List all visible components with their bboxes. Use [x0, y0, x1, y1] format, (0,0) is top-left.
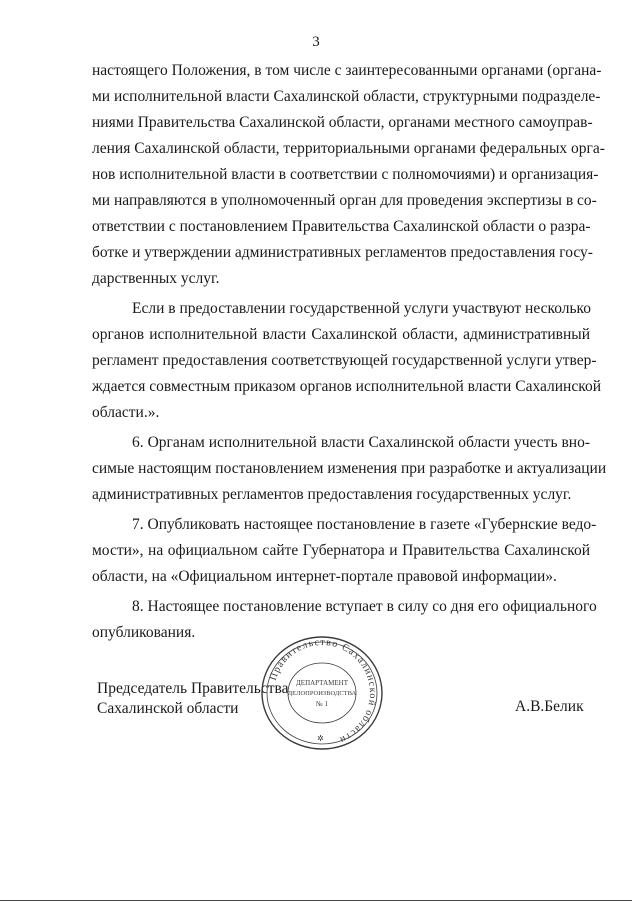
text-line: опубликования.	[92, 624, 196, 641]
text-line: регламент предоставления соответствующей государственной услуги утвер-	[92, 352, 597, 369]
text-line: ждается совместным приказом органов исполнительной власти Сахалинской	[92, 378, 602, 395]
text-line: симые настоящим постановлением изменения при разработке и актуализации	[92, 460, 607, 477]
text-line: области.».	[92, 404, 160, 421]
signer-title-line: Сахалинской области	[97, 700, 239, 717]
seal-center-text: ДЕЛОПРОИЗВОДСТВА	[287, 690, 357, 697]
paragraph-start-line: 8. Настоящее постановление вступает в силу со дня его официального	[132, 598, 597, 615]
page-number: 3	[312, 34, 320, 50]
document-body	[92, 58, 607, 646]
text-line: нов исполнительной власти в соответствии с полномочиями) и организация-	[92, 166, 599, 183]
seal-ring-text: Правительство Сахалинской области	[267, 636, 379, 746]
paragraph-start-line: 7. Опубликовать настоящее постановление в газете «Губернские ведо-	[132, 516, 597, 533]
text-line: ми направляются в уполномоченный орган для проведения экспертизы в со-	[92, 192, 597, 209]
seal-center-text: № 1	[316, 700, 328, 708]
signer-title-line: Председатель Правительства	[97, 680, 289, 697]
text-line: настоящего Положения, в том числе с заинтересованными органами (органа-	[92, 62, 602, 79]
text-line: ления Сахалинской области, территориальными органами федеральных орга-	[92, 140, 605, 157]
text-line: области, на «Официальном интернет-портале правовой информации».	[92, 568, 557, 585]
paragraph-start-line: 6. Органам исполнительной власти Сахалинской области учесть вно-	[132, 434, 590, 451]
text-line: ответствии с постановлением Правительства Сахалинской области о разра-	[92, 218, 591, 235]
text-line: ми исполнительной власти Сахалинской области, структурными подразделе-	[92, 88, 601, 105]
text-line: мости», на официальном сайте Губернатора и Правительства Сахалинской	[92, 542, 590, 559]
seal-center-text: ДЕПАРТАМЕНТ	[296, 679, 348, 687]
signer-name: А.В.Белик	[515, 698, 584, 715]
text-line: органов исполнительной власти Сахалинской области, административный	[92, 326, 590, 343]
paragraph-start-line: Если в предоставлении государственной услуги участвуют несколько	[132, 300, 592, 317]
text-line: административных регламентов предоставления государственных услуг.	[92, 486, 572, 503]
text-line: ботке и утверждении административных регламентов предоставления госу-	[92, 244, 593, 261]
official-seal	[257, 633, 387, 753]
text-line: ниями Правительства Сахалинской области, органами местного самоуправ-	[92, 114, 593, 131]
page-bottom-rule	[0, 900, 632, 901]
seal-star-icon: ✲	[317, 734, 324, 743]
text-line: дарственных услуг.	[92, 270, 220, 287]
